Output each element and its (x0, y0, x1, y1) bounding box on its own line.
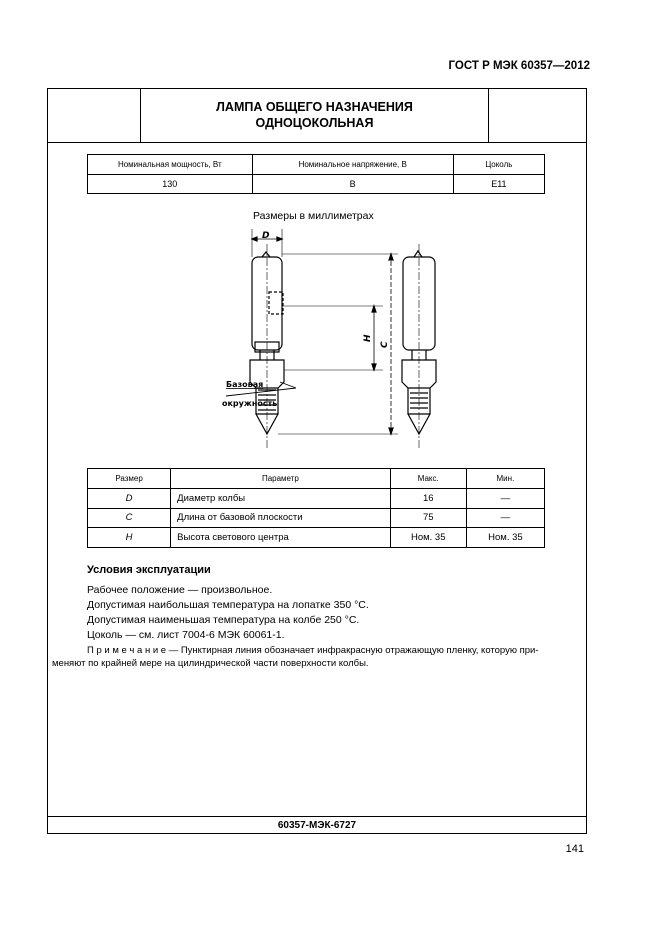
sheet-title (141, 99, 488, 131)
dim-max: 16 (390, 489, 466, 509)
dim-header-size: Размер (88, 469, 171, 489)
table-row (88, 528, 545, 548)
sheet-footer: 60357-МЭК-6727 (48, 816, 586, 834)
table-row (88, 489, 545, 509)
note (52, 644, 574, 670)
sheet-title-line1: ЛАМПА ОБЩЕГО НАЗНАЧЕНИЯ (216, 100, 413, 114)
ratings-voltage: В (252, 175, 453, 194)
standard-number: ГОСТ Р МЭК 60357—2012 (448, 60, 590, 72)
dim-max: 75 (390, 508, 466, 528)
dim-param: Диаметр колбы (171, 489, 390, 509)
condition-item: Допустимая наименьшая температура на колбе 250 °С. (87, 614, 360, 626)
dim-min: Ном. 35 (466, 528, 544, 548)
label-D: D (262, 231, 270, 241)
table-row (88, 508, 545, 528)
sheet-title-line2: ОДНОЦОКОЛЬНАЯ (255, 116, 374, 130)
ratings-power: 130 (88, 175, 253, 194)
base-label-line2: окружность (222, 399, 278, 408)
page-number: 141 (565, 843, 584, 855)
condition-item: Цоколь — см. лист 7004-6 МЭК 60061-1. (87, 629, 285, 641)
note-text-continued: меняют по крайней мере на цилиндрической части поверхности колбы. (52, 658, 369, 669)
condition-item: Допустимая наибольшая температура на лопатке 350 °С. (87, 599, 369, 611)
dim-symbol: D (88, 489, 171, 509)
note-text: — Пунктирная линия обозначает инфракрасную отражающую пленку, которую при- (166, 645, 539, 656)
title-left-cell (48, 89, 141, 142)
ratings-header-voltage: Номинальное напряжение, В (252, 155, 453, 175)
condition-item: Рабочее положение — произвольное. (87, 584, 273, 596)
ratings-table (87, 154, 545, 194)
dim-header-min: Мин. (466, 469, 544, 489)
note-label: П р и м е ч а н и е (87, 645, 167, 656)
dim-min: — (466, 508, 544, 528)
base-label-line1: Базовая (226, 380, 264, 389)
dim-param: Длина от базовой плоскости (171, 508, 390, 528)
lamp-drawing (178, 224, 478, 454)
ratings-base: E11 (453, 175, 544, 194)
data-sheet-frame (47, 88, 587, 834)
dim-symbol: H (88, 528, 171, 548)
dimensions-caption: Размеры в миллиметрах (253, 210, 374, 222)
label-H: H (363, 334, 373, 342)
title-right-cell (488, 89, 586, 142)
conditions-list (87, 583, 369, 643)
dim-header-max: Макс. (390, 469, 466, 489)
label-C: C (380, 341, 390, 348)
title-row (48, 89, 586, 143)
dim-header-param: Параметр (171, 469, 390, 489)
ratings-header-base: Цоколь (453, 155, 544, 175)
dimensions-table (87, 468, 545, 548)
dim-symbol: C (88, 508, 171, 528)
dim-min: — (466, 489, 544, 509)
conditions-title: Условия эксплуатации (87, 564, 211, 576)
dim-max: Ном. 35 (390, 528, 466, 548)
ratings-header-power: Номинальная мощность, Вт (88, 155, 253, 175)
dim-param: Высота светового центра (171, 528, 390, 548)
